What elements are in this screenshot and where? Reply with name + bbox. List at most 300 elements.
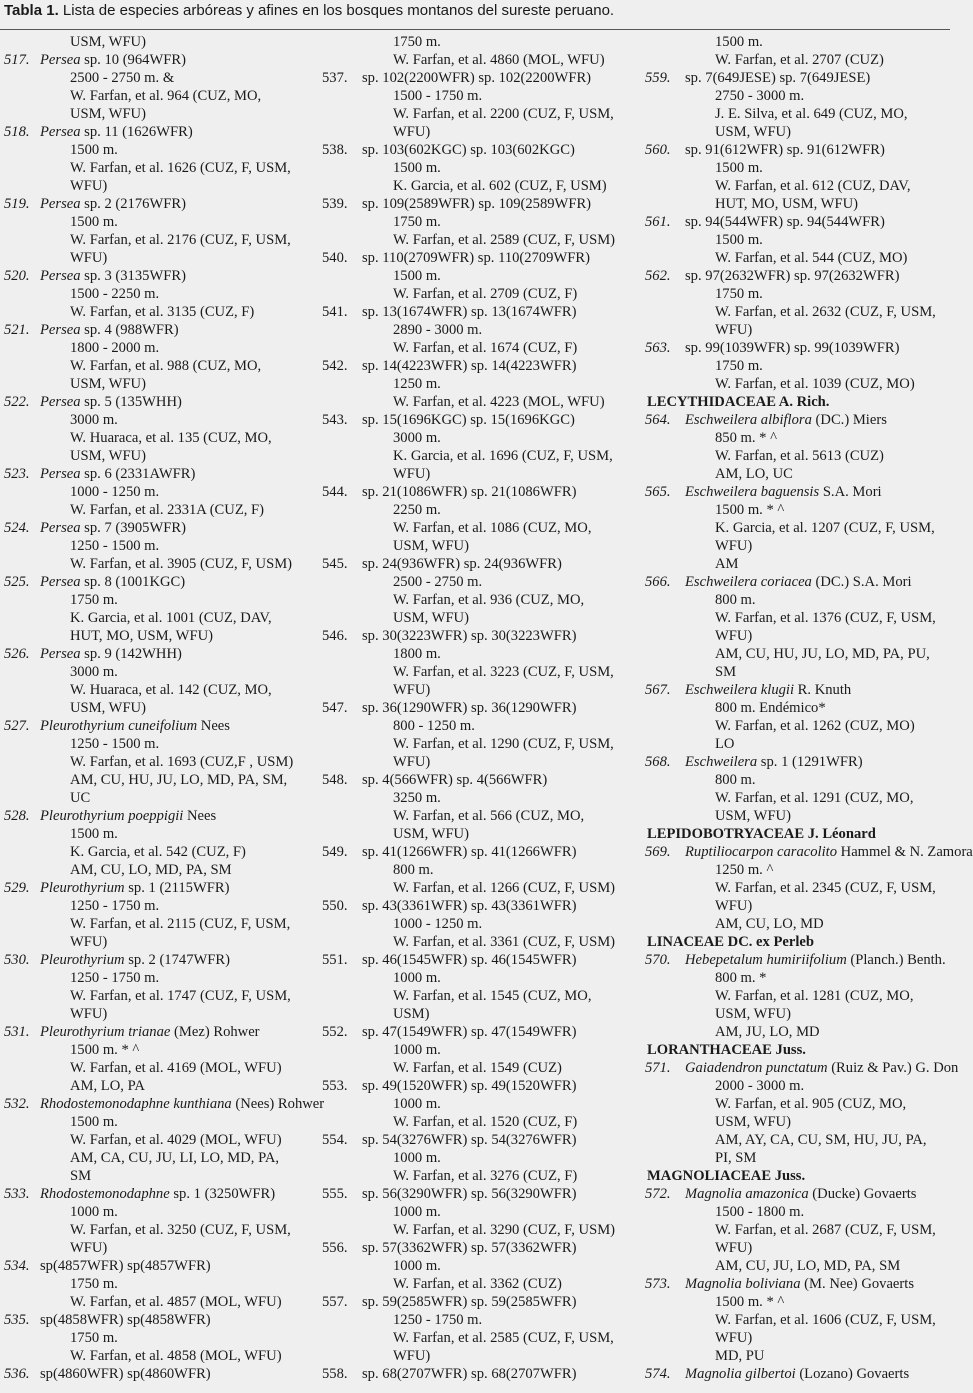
entry-detail-line (645, 33, 950, 51)
entry-detail-line (645, 1077, 950, 1095)
species-name (40, 1257, 211, 1275)
entry-detail: WFU) (70, 934, 108, 950)
entry-detail-line (4, 843, 314, 861)
entry-detail-line (322, 1005, 632, 1023)
species-number: 537. (322, 70, 348, 86)
entry-detail: AM, CU, HU, JU, LO, MD, PA, SM, (70, 772, 288, 788)
entry-detail: AM, JU, LO, MD (715, 1024, 820, 1040)
column-3 (645, 33, 973, 1383)
entry-detail-line (322, 1203, 632, 1221)
entry-detail-line (4, 231, 314, 249)
entry-detail-line (645, 609, 950, 627)
entry-detail: W. Farfan, et al. 4169 (MOL, WFU) (70, 1060, 282, 1076)
entry-detail: 2890 - 3000 m. (393, 322, 483, 338)
entry-detail-line (322, 231, 632, 249)
entry-detail-line (645, 519, 950, 537)
species-suffix: (Ducke) Govaerts (808, 1186, 917, 1202)
family-name: LORANTHACEAE Juss. (647, 1042, 806, 1058)
species-suffix: sp. 57(3362WFR) sp. 57(3362WFR) (362, 1240, 577, 1256)
entry-detail-line (4, 1149, 314, 1167)
species-name (40, 465, 195, 483)
species-number: 550. (322, 898, 348, 914)
entry-detail-line (322, 573, 632, 591)
species-name (362, 771, 547, 789)
species-suffix: sp. 43(3361WFR) sp. 43(3361WFR) (362, 898, 577, 914)
entry-detail: 1500 m. (715, 232, 763, 248)
entry-detail: 1500 m. (393, 268, 441, 284)
species-suffix: (Planch.) Benth. (846, 952, 946, 968)
entry-detail: USM) (393, 1006, 430, 1022)
entry-detail: W. Farfan, et al. 3250 (CUZ, F, USM, (70, 1222, 291, 1238)
entry-detail: 3000 m. (70, 412, 118, 428)
entry-detail: 1000 m. (393, 1150, 441, 1166)
entry-detail: 1250 - 1750 m. (393, 1312, 483, 1328)
entry-detail: W. Farfan, et al. 3905 (CUZ, F, USM) (70, 556, 293, 572)
entry-detail-line (322, 1257, 632, 1275)
species-name (362, 357, 576, 375)
species-number: 548. (322, 772, 348, 788)
genus-species-italic: Persea (40, 268, 81, 284)
species-number: 561. (645, 214, 671, 230)
entry-detail-line (645, 1293, 950, 1311)
species-suffix: sp. 24(936WFR) sp. 24(936WFR) (362, 556, 562, 572)
entry-detail: USM, WFU) (393, 826, 469, 842)
species-number: 570. (645, 952, 671, 968)
species-suffix: (DC.) S.A. Mori (811, 574, 912, 590)
entry-detail: 1500 m. (715, 160, 763, 176)
species-suffix: sp(4857WFR) sp(4857WFR) (40, 1258, 211, 1274)
entry-detail: W. Farfan, et al. 1626 (CUZ, F, USM, (70, 160, 291, 176)
entry-detail: 1250 - 1500 m. (70, 538, 160, 554)
entry-detail-line (645, 897, 950, 915)
entry-detail-line (645, 357, 950, 375)
species-entry (4, 123, 314, 141)
species-suffix: (Mez) Rohwer (170, 1024, 260, 1040)
species-suffix: sp. 99(1039WFR) sp. 99(1039WFR) (685, 340, 900, 356)
entry-detail: W. Farfan, et al. 2345 (CUZ, F, USM, (715, 880, 936, 896)
species-name (362, 699, 576, 717)
entry-detail: 800 m. (715, 772, 756, 788)
species-name (362, 1023, 576, 1041)
species-entry (645, 951, 950, 969)
entry-detail-line (322, 1113, 632, 1131)
species-suffix: sp. 4 (988WFR) (80, 322, 179, 338)
species-suffix: sp. 102(2200WFR) sp. 102(2200WFR) (362, 70, 592, 86)
entry-detail: W. Farfan, et al. 1376 (CUZ, F, USM, (715, 610, 936, 626)
entry-detail-line (645, 465, 950, 483)
species-suffix: sp. 11 (1626WFR) (80, 124, 193, 140)
entry-detail: 2500 - 2750 m. (393, 574, 483, 590)
entry-detail: W. Farfan, et al. 1266 (CUZ, F, USM) (393, 880, 616, 896)
entry-detail: WFU) (393, 682, 431, 698)
entry-detail-line (322, 159, 632, 177)
species-suffix: sp. 68(2707WFR) sp. 68(2707WFR) (362, 1366, 577, 1382)
entry-detail-line (322, 33, 632, 51)
species-name (685, 843, 973, 861)
entry-detail: J. E. Silva, et al. 649 (CUZ, MO, (715, 106, 908, 122)
entry-detail-line (322, 1311, 632, 1329)
entry-detail: 1250 m. (393, 376, 441, 392)
species-suffix: Hammel & N. Zamora (837, 844, 973, 860)
entry-detail-line (4, 591, 314, 609)
entry-detail: MD, PU (715, 1348, 765, 1364)
species-entry (645, 1059, 959, 1077)
entry-detail: K. Garcia, et al. 602 (CUZ, F, USM) (393, 178, 607, 194)
genus-species-italic: Pleurothyrium (40, 880, 125, 896)
species-entry (4, 1023, 314, 1041)
entry-detail: 1500 - 2250 m. (70, 286, 160, 302)
entry-detail: PI, SM (715, 1150, 757, 1166)
entry-detail-line (322, 879, 632, 897)
entry-detail: W. Farfan, et al. 1039 (CUZ, MO) (715, 376, 915, 392)
entry-detail-line (4, 249, 314, 267)
entry-detail: W. Farfan, et al. 4029 (MOL, WFU) (70, 1132, 282, 1148)
species-name (362, 69, 591, 87)
species-name (40, 879, 229, 897)
genus-species-italic: Rhodostemonodaphne (40, 1186, 170, 1202)
entry-detail: WFU) (393, 754, 431, 770)
species-suffix: sp. 8 (1001KGC) (80, 574, 186, 590)
species-number: 552. (322, 1024, 348, 1040)
species-number: 521. (4, 322, 30, 338)
entry-detail: 1250 - 1750 m. (70, 898, 160, 914)
species-suffix: sp. 1 (1291WFR) (757, 754, 863, 770)
species-suffix: sp(4860WFR) sp(4860WFR) (40, 1366, 211, 1382)
entry-detail: 1500 m. (70, 826, 118, 842)
species-number: 562. (645, 268, 671, 284)
species-name (685, 69, 870, 87)
species-entry (322, 627, 632, 645)
entry-detail: USM, WFU) (715, 124, 791, 140)
entry-detail-line (4, 771, 314, 789)
species-name (362, 1293, 576, 1311)
entry-detail: W. Farfan, et al. 2632 (CUZ, F, USM, (715, 304, 936, 320)
entry-detail: USM, WFU) (715, 808, 791, 824)
species-number: 544. (322, 484, 348, 500)
entry-detail: W. Farfan, et al. 3361 (CUZ, F, USM) (393, 934, 616, 950)
entry-detail: 1000 m. (393, 1042, 441, 1058)
entry-detail-line (4, 1041, 314, 1059)
entry-detail-line (645, 1131, 950, 1149)
genus-species-italic: Eschweilera (685, 754, 758, 770)
species-name (40, 123, 193, 141)
species-name (40, 1095, 324, 1113)
species-name (362, 483, 576, 501)
entry-detail: W. Farfan, et al. 3135 (CUZ, F) (70, 304, 255, 320)
entry-detail-line (322, 537, 632, 555)
species-number: 555. (322, 1186, 348, 1202)
species-entry (322, 1023, 632, 1041)
species-number: 535. (4, 1312, 30, 1328)
family-name: LECYTHIDACEAE A. Rich. (647, 394, 830, 410)
species-suffix: sp. 109(2589WFR) sp. 109(2589WFR) (362, 196, 592, 212)
entry-detail-line (322, 789, 632, 807)
species-name (685, 411, 887, 429)
entry-detail-line (645, 159, 950, 177)
entry-detail: WFU) (393, 466, 431, 482)
species-entry (645, 267, 950, 285)
entry-detail-line (322, 1329, 632, 1347)
genus-species-italic: Magnolia gilbertoi (685, 1366, 796, 1382)
species-name (40, 807, 216, 825)
species-name (40, 645, 182, 663)
species-number: 534. (4, 1258, 30, 1274)
species-entry (4, 1095, 325, 1113)
entry-detail: 1800 - 2000 m. (70, 340, 160, 356)
species-entry (322, 771, 632, 789)
entry-detail-line (645, 915, 950, 933)
species-name (362, 555, 562, 573)
entry-detail-line (322, 987, 632, 1005)
species-name (40, 1185, 275, 1203)
species-number: 557. (322, 1294, 348, 1310)
table-title-text: Lista de especies arbóreas y afines en los bosques montanos del sureste peruano. (58, 2, 615, 19)
entry-detail: 1250 - 1750 m. (70, 970, 160, 986)
genus-species-italic: Pleurothyrium (40, 952, 125, 968)
species-entry (322, 555, 632, 573)
genus-species-italic: Gaiadendron punctatum (685, 1060, 828, 1076)
entry-detail-line (645, 735, 950, 753)
entry-detail-line (645, 447, 950, 465)
genus-species-italic: Pleurothyrium poeppigii (40, 808, 184, 824)
species-name (685, 1275, 914, 1293)
species-number: 543. (322, 412, 348, 428)
entry-detail-line (645, 663, 950, 681)
entry-detail: W. Farfan, et al. 1086 (CUZ, MO, (393, 520, 592, 536)
entry-detail-line (645, 51, 950, 69)
family-heading (645, 1041, 950, 1059)
entry-detail-line (645, 645, 950, 663)
entry-detail: 3000 m. (70, 664, 118, 680)
entry-detail-line (4, 663, 314, 681)
entry-detail: USM, WFU) (70, 34, 146, 50)
entry-detail: W. Farfan, et al. 1693 (CUZ,F , USM) (70, 754, 294, 770)
species-entry (4, 267, 314, 285)
entry-detail-line (645, 429, 950, 447)
species-suffix: sp. 91(612WFR) sp. 91(612WFR) (685, 142, 885, 158)
entry-detail-line (322, 591, 632, 609)
species-number: 567. (645, 682, 671, 698)
species-name (40, 321, 179, 339)
species-suffix: sp. 2 (1747WFR) (124, 952, 230, 968)
entry-detail: 1500 m. (715, 34, 763, 50)
species-number: 539. (322, 196, 348, 212)
species-number: 536. (4, 1366, 30, 1382)
species-suffix: sp(4858WFR) sp(4858WFR) (40, 1312, 211, 1328)
entry-detail-line (322, 1041, 632, 1059)
entry-detail: 1750 m. (393, 214, 441, 230)
column-2 (322, 33, 632, 1383)
entry-detail: WFU) (715, 898, 753, 914)
entry-detail: W. Farfan, et al. 2707 (CUZ) (715, 52, 884, 68)
entry-detail: USM, WFU) (393, 538, 469, 554)
entry-detail: W. Farfan, et al. 4858 (MOL, WFU) (70, 1348, 282, 1364)
entry-detail-line (645, 375, 950, 393)
entry-detail: SM (715, 664, 737, 680)
entry-detail-line (4, 825, 314, 843)
entry-detail-line (4, 33, 314, 51)
species-name (685, 1059, 958, 1077)
species-suffix: (M. Nee) Govaerts (800, 1276, 914, 1292)
entry-detail: 3250 m. (393, 790, 441, 806)
entry-detail-line (645, 285, 950, 303)
species-entry (322, 195, 632, 213)
entry-detail: W. Farfan, et al. 2331A (CUZ, F) (70, 502, 265, 518)
species-number: 551. (322, 952, 348, 968)
species-name (362, 1131, 576, 1149)
species-name (362, 195, 591, 213)
entry-detail-line (322, 681, 632, 699)
species-entry (4, 393, 314, 411)
species-number: 532. (4, 1096, 30, 1112)
entry-detail-line (322, 1059, 632, 1077)
entry-detail-line (645, 807, 950, 825)
species-number: 558. (322, 1366, 348, 1382)
species-name (40, 717, 230, 735)
entry-detail: 800 m. (393, 862, 434, 878)
entry-detail-line (322, 321, 632, 339)
species-suffix: sp. 36(1290WFR) sp. 36(1290WFR) (362, 700, 577, 716)
entry-detail-line (645, 123, 950, 141)
species-number: 564. (645, 412, 671, 428)
species-number: 531. (4, 1024, 30, 1040)
entry-detail: W. Farfan, et al. 3362 (CUZ) (393, 1276, 562, 1292)
entry-detail: 1500 m. (70, 1114, 118, 1130)
entry-detail: WFU) (393, 124, 431, 140)
column-1 (4, 33, 325, 1383)
entry-detail: WFU) (70, 1240, 108, 1256)
entry-detail-line (4, 1077, 314, 1095)
entry-detail: 1750 m. (715, 286, 763, 302)
entry-detail-line (322, 717, 632, 735)
species-entry (322, 303, 632, 321)
species-name (362, 141, 575, 159)
entry-detail-line (322, 375, 632, 393)
genus-species-italic: Persea (40, 394, 81, 410)
species-entry (322, 843, 632, 861)
entry-detail-line (645, 1329, 950, 1347)
entry-detail-line (4, 681, 314, 699)
entry-detail-line (322, 465, 632, 483)
species-suffix: sp. 2 (2176WFR) (80, 196, 186, 212)
entry-detail: 1500 m. (70, 214, 118, 230)
entry-detail-line (645, 699, 950, 717)
species-suffix: sp. 6 (2331AWFR) (80, 466, 196, 482)
entry-detail: 800 m. (715, 592, 756, 608)
genus-species-italic: Pleurothyrium trianae (40, 1024, 171, 1040)
entry-detail-line (322, 447, 632, 465)
entry-detail-line (4, 609, 314, 627)
entry-detail-line (645, 1095, 950, 1113)
entry-detail-line (4, 699, 314, 717)
entry-detail-line (645, 87, 950, 105)
entry-detail-line (322, 1347, 632, 1365)
entry-detail-line (4, 1059, 314, 1077)
species-name (362, 951, 576, 969)
species-entry (322, 249, 632, 267)
entry-detail: WFU) (715, 1330, 753, 1346)
entry-detail-line (645, 1149, 950, 1167)
species-name (40, 51, 186, 69)
genus-species-italic: Persea (40, 466, 81, 482)
species-entry (4, 573, 314, 591)
species-entry (645, 753, 950, 771)
species-entry (645, 69, 950, 87)
entry-detail: AM, LO, PA (70, 1078, 145, 1094)
species-name (362, 627, 576, 645)
species-entry (645, 483, 950, 501)
entry-detail: W. Farfan, et al. 1747 (CUZ, F, USM, (70, 988, 291, 1004)
species-suffix: sp. 59(2585WFR) sp. 59(2585WFR) (362, 1294, 577, 1310)
species-suffix: sp. 110(2709WFR) sp. 110(2709WFR) (362, 250, 590, 266)
species-entry (322, 699, 632, 717)
entry-detail-line (4, 1221, 314, 1239)
species-suffix: (Nees) Rohwer (231, 1096, 325, 1112)
species-entry (322, 897, 632, 915)
entry-detail: W. Farfan, et al. 2200 (CUZ, F, USM, (393, 106, 614, 122)
entry-detail: 1000 m. (393, 970, 441, 986)
entry-detail-line (645, 627, 950, 645)
entry-detail-line (4, 177, 314, 195)
entry-detail: 1500 m. * ^ (715, 502, 785, 518)
species-name (685, 951, 946, 969)
species-name (40, 267, 186, 285)
family-heading (645, 933, 950, 951)
entry-detail: 2500 - 2750 m. & (70, 70, 175, 86)
species-name (40, 393, 182, 411)
family-heading (645, 825, 950, 843)
species-name (362, 411, 575, 429)
species-entry (4, 645, 314, 663)
entry-detail-line (4, 1167, 314, 1185)
species-number: 547. (322, 700, 348, 716)
entry-detail: W. Farfan, et al. 4860 (MOL, WFU) (393, 52, 605, 68)
species-suffix: sp. 94(544WFR) sp. 94(544WFR) (685, 214, 885, 230)
species-entry (322, 1365, 632, 1383)
entry-detail-line (4, 897, 314, 915)
species-suffix: sp. 10 (964WFR) (80, 52, 186, 68)
species-name (40, 195, 186, 213)
entry-detail: W. Farfan, et al. 5613 (CUZ) (715, 448, 884, 464)
species-number: 526. (4, 646, 30, 662)
species-number: 572. (645, 1186, 671, 1202)
species-number: 517. (4, 52, 30, 68)
entry-detail: 850 m. * ^ (715, 430, 777, 446)
entry-detail-line (322, 501, 632, 519)
species-entry (322, 1185, 632, 1203)
species-suffix: sp. 54(3276WFR) sp. 54(3276WFR) (362, 1132, 577, 1148)
entry-detail-line (645, 555, 950, 573)
entry-detail-line (645, 987, 950, 1005)
species-suffix: (Lozano) Govaerts (795, 1366, 910, 1382)
species-suffix: sp. 13(1674WFR) sp. 13(1674WFR) (362, 304, 577, 320)
entry-detail: WFU) (715, 538, 753, 554)
entry-detail: 800 m. Endémico* (715, 700, 826, 716)
species-name (685, 339, 899, 357)
entry-detail-line (4, 501, 314, 519)
entry-detail: W. Farfan, et al. 2709 (CUZ, F) (393, 286, 578, 302)
species-name (40, 519, 186, 537)
species-suffix: Nees (183, 808, 217, 824)
entry-detail-line (4, 933, 314, 951)
species-suffix: sp. 5 (135WHH) (80, 394, 182, 410)
species-suffix: sp. 49(1520WFR) sp. 49(1520WFR) (362, 1078, 577, 1094)
entry-detail: W. Farfan, et al. 905 (CUZ, MO, (715, 1096, 907, 1112)
entry-detail: W. Farfan, et al. 3276 (CUZ, F) (393, 1168, 578, 1184)
entry-detail-line (645, 1005, 950, 1023)
entry-detail: 1000 m. (393, 1096, 441, 1112)
species-number: 533. (4, 1186, 30, 1202)
